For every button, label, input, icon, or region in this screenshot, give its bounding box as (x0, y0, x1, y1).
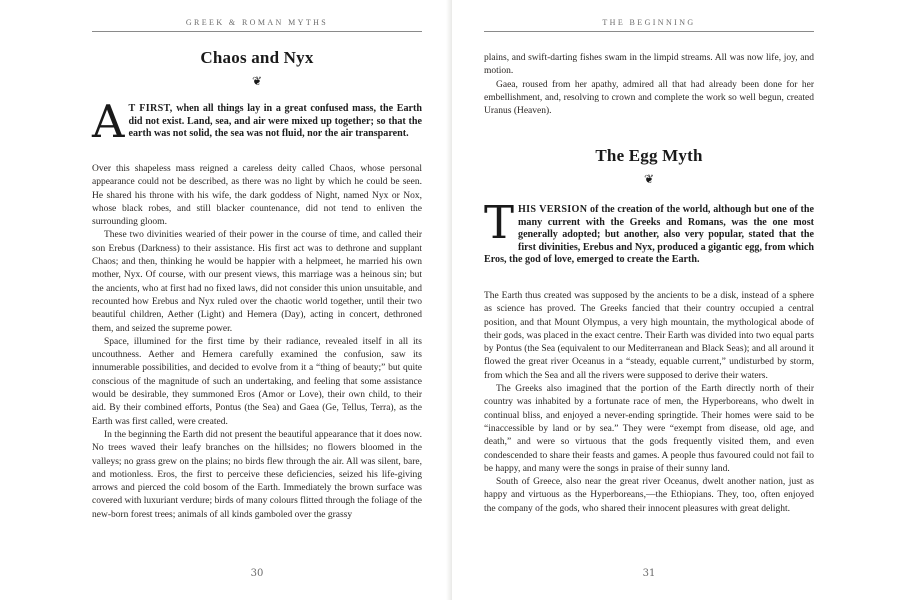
right-page (452, 0, 900, 600)
intro-paragraph (484, 196, 814, 267)
fleuron-ornament-icon: ❦ (643, 172, 655, 186)
page-number: 31 (642, 568, 656, 579)
lead-words: T FIRST, (128, 103, 173, 114)
body-paragraph: The Earth thus created was supposed by the ancients to be a disk, instead of a sphere as science has proved. The Greeks fancied that their country occupied a central position, and that Mount Olympus, a very high mountain, the mythological abode of their gods, was placed in the exact centre. Their Earth was divided into two equal parts by Pontus (the Sea (equivalent to our Mediterranean and Black Seas); and all around it flowed the great river Oceanus in a “steady, equable current,” undisturbed by storm, from which the Sea and all the rivers were supposed to derive their waters. (484, 291, 814, 381)
body-paragraph: The Greeks also imagined that the portion of the Earth directly north of their country was inhabited by a fortunate race of men, the Hyperboreans, who dwelt in continual bliss, and enjoyed a never-ending springtide. Their homes were said to be “inaccessible by land or by sea.” They were “exempt from disease, old age, and death,” and were so virtuous that the gods frequently visited them, and even condescended to share their feasts and games. A people thus favoured could not fail to be happy, and many were the songs in praise of their sunny land. (484, 384, 814, 474)
body-paragraph: In the beginning the Earth did not present the beautiful appearance that it does now. No trees waved their leafy branches on the hillsides; no flowers bloomed in the valleys; no grass grew on the plains; no birds flew through the air. All was silent, bare, and motionless. Eros, the first to perceive these deficiencies, seized his life-giving arrows and pierced the cold bosom of the Earth. Immediately the brown surface was covered with luxuriant verdure; birds of many colours flitted through the foliage of the new-born forest trees; animals of all kinds gamboled over the grassy (92, 429, 422, 520)
lead-words: HIS VERSION (518, 204, 588, 215)
body-paragraph: Over this shapeless mass reigned a careless deity called Chaos, whose personal appearance could not be described, as there was no light by which he could be seen. He shared his throne with his wife, the dark goddess of Night, named Nyx or Nox, whose black robes, and still blacker countenance, did not tend to enliven the surrounding gloom. (92, 164, 422, 228)
drop-cap: A (92, 95, 125, 148)
body-text-top (484, 52, 814, 118)
body-paragraph: plains, and swift-darting fishes swam in the limpid streams. All was now life, joy, and motion. (484, 53, 814, 77)
body-text (484, 290, 814, 516)
header-rule (92, 31, 422, 32)
body-paragraph: Gaea, roused from her apathy, admired all that had already been done for her embellishment, and, resolving to crown and complete the work so well begun, created Uranus (Heaven). (484, 79, 814, 117)
header-rule (484, 31, 814, 32)
body-paragraph: Space, illumined for the first time by their radiance, revealed itself in all its uncouthness. Aether and Hemera carefully examined the confusion, saw its innumerable possibilities, and decided to evolve from it a “thing of beauty;” but quite conscious of the magnitude of such an undertaking, and feeling that some assistance would be desirable, they summoned Eros (Amor or Love), their own child, to their aid. By their combined efforts, Pontus (the Sea) and Gaea (Ge, Tellus, Terra), as the Earth was first called, were created. (92, 336, 422, 427)
running-head-right: THE BEGINNING (602, 18, 696, 27)
body-paragraph: South of Greece, also near the great river Oceanus, dwelt another nation, just as happy and virtuous as the Hyperboreans,—the Ethiopians. They, too, often enjoyed the company of the gods, who shared their innocent pleasures with great delight. (484, 477, 814, 514)
intro-text: of the creation of the world, although but one of the many current with the Greeks and Romans, was the one most generally adopted; but another, also very popular, stated that the first divinities, Erebus and Nyx, produced a gigantic egg, from which Eros, the god of love, emerged to create the Earth. (484, 204, 814, 265)
fleuron-ornament-icon: ❦ (251, 74, 263, 88)
page-number: 30 (250, 568, 264, 579)
body-paragraph: These two divinities wearied of their power in the course of time, and called their son Erebus (Darkness) to their assistance. His first act was to dethrone and supplant Chaos; and then, thinking he would be happier with a helpmeet, he married his own mother, Nyx. Of course, with our present views, this marriage was a heinous sin; but the ancients, who at first had no fixed laws, did not consider this union unsuitable, and recounted how Erebus and Nyx ruled over the chaotic world together, until their two beautiful children, Aether (Light) and Hemera (Day), acting in concert, dethroned them, and seized the supreme power. (92, 230, 422, 334)
intro-paragraph (92, 95, 422, 148)
running-head-left: GREEK & ROMAN MYTHS (185, 18, 329, 27)
chapter-title: The Egg Myth (595, 146, 703, 165)
intro-text: when all things lay in a great confused mass, the Earth did not exist. Land, sea, and air were mixed up together; so that the earth was not solid, the sea was not fluid, nor the air transparent. (128, 103, 422, 139)
drop-cap: T (484, 196, 515, 249)
body-text (92, 163, 422, 522)
chapter-title: Chaos and Nyx (200, 48, 314, 67)
